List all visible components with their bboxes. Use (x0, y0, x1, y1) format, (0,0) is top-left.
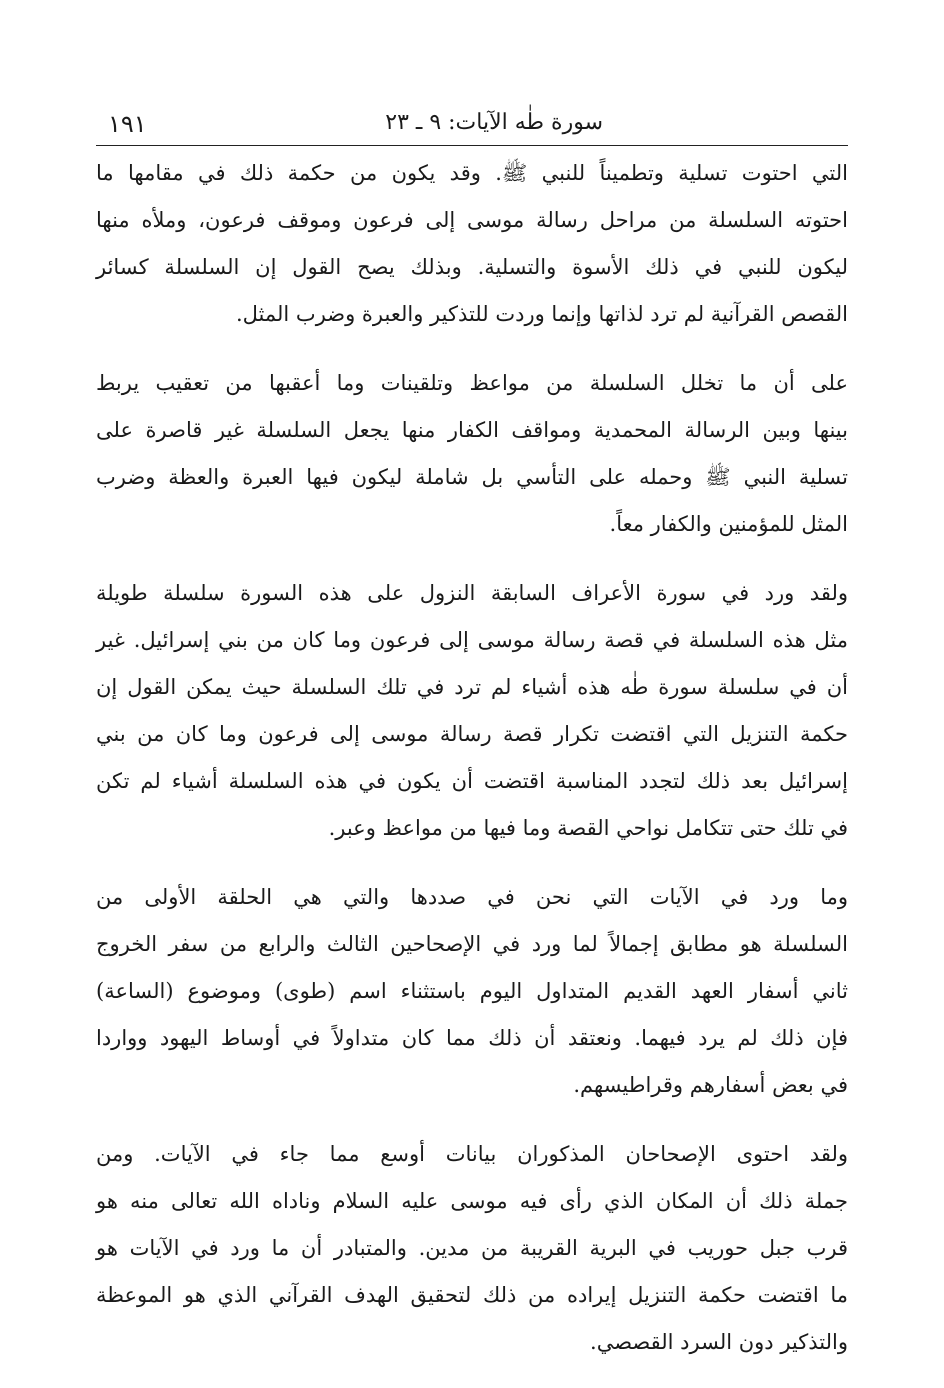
text-line: ولقد احتوى الإصحاحان المذكوران بيانات أوسع مما جاء في الآيات. ومن (96, 1142, 848, 1166)
text-line: المثل للمؤمنين والكفار معاً. (609, 512, 848, 536)
running-header-title: سورة طٰه الآيات: ٩ ـ ٢٣ (385, 110, 603, 135)
text-line: قرب جبل حوريب في البرية القريبة من مدين. والمتبادر أن ما ورد في الآيات هو (96, 1236, 848, 1260)
paragraph (96, 874, 848, 1109)
text-line: القصص القرآنية لم ترد لذاتها وإنما وردت للتذكير والعبرة وضرب المثل. (235, 302, 848, 326)
text-line: في بعض أسفارهم وقراطيسهم. (573, 1073, 848, 1097)
text-line: على أن ما تخلل السلسلة من مواعظ وتلقينات وما أعقبها من تعقيب يربط (96, 371, 848, 395)
text-line: حكمة التنزيل التي اقتضت تكرار قصة رسالة موسى إلى فرعون وما كان من بني (96, 722, 848, 746)
text-line: ليكون للنبي في ذلك الأسوة والتسلية. وبذلك يصح القول إن السلسلة كسائر (96, 255, 848, 279)
text-line: تسلية النبي ﷺ وحمله على التأسي بل شاملة ليكون فيها العبرة والعظة وضرب (96, 465, 848, 489)
paragraph (96, 150, 848, 338)
text-line: التي احتوت تسلية وتطميناً للنبي ﷺ. وقد يكون من حكمة ذلك في مقامها ما (96, 161, 848, 185)
page-number: ١٩١ (108, 110, 147, 138)
text-line: أن في سلسلة سورة طٰه هذه أشياء لم ترد في تلك السلسلة حيث يمكن القول إن (96, 675, 848, 699)
text-line: وما ورد في الآيات التي نحن في صددها والتي هي الحلقة الأولى من (96, 885, 848, 909)
text-line: والتذكير دون السرد القصصي. (590, 1330, 848, 1354)
text-line: ما اقتضت حكمة التنزيل إيراده من ذلك لتحقيق الهدف القرآني الذي هو الموعظة (96, 1283, 848, 1307)
paragraph (96, 570, 848, 852)
text-line: مثل هذه السلسلة في قصة رسالة موسى إلى فرعون وما كان من بني إسرائيل. غير (96, 628, 848, 652)
text-line: احتوته السلسلة من مراحل رسالة موسى إلى فرعون وموقف فرعون، وملأه منها (96, 208, 848, 232)
paragraph (96, 1131, 848, 1366)
text-line: ولقد ورد في سورة الأعراف السابقة النزول على هذه السورة سلسلة طويلة (96, 581, 848, 605)
running-header (96, 106, 848, 146)
header-rule (96, 145, 848, 146)
text-line: السلسلة هو مطابق إجمالاً لما ورد في الإصحاحين الثالث والرابع من سفر الخروج (96, 932, 848, 956)
text-line: فإن ذلك لم يرد فيهما. ونعتقد أن ذلك مما كان متداولاً في أوساط اليهود وواردا (96, 1026, 848, 1050)
text-line: إسرائيل بعد ذلك لتجدد المناسبة اقتضت أن يكون في هذه السلسلة أشياء لم تكن (96, 769, 848, 793)
text-line: في تلك حتى تتكامل نواحي القصة وما فيها من مواعظ وعبر. (328, 816, 848, 840)
paragraph (96, 360, 848, 548)
text-line: جملة ذلك أن المكان الذي رأى فيه موسى عليه السلام وناداه الله تعالى منه هو (96, 1189, 848, 1213)
text-line: بينها وبين الرسالة المحمدية ومواقف الكفار منها يجعل السلسلة غير قاصرة على (96, 418, 848, 442)
text-line: ثاني أسفار العهد القديم المتداول اليوم باستثناء اسم (طوى) وموضوع (الساعة) (96, 979, 848, 1003)
body-text (96, 150, 848, 1388)
